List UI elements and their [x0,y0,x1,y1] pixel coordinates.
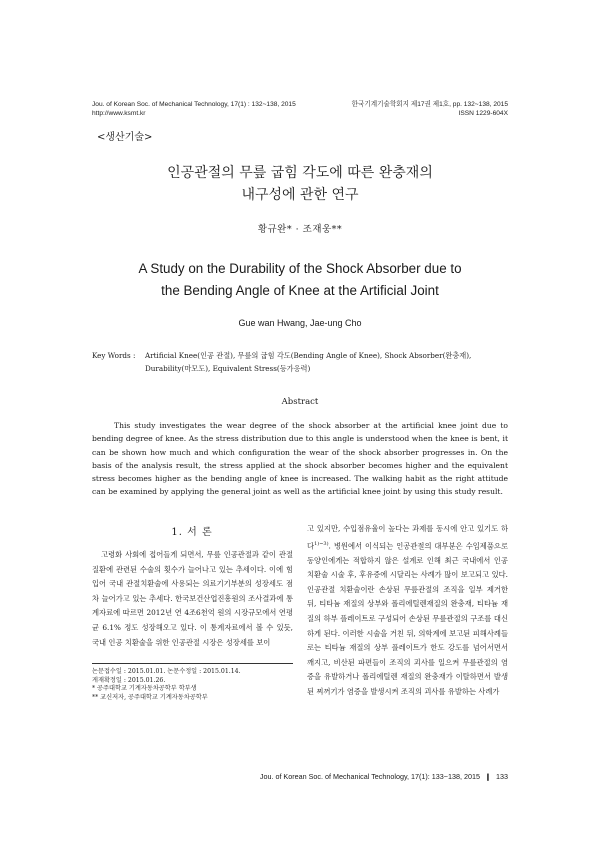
intro-right-text-post: . 병원에서 이식되는 인공관절의 대부분은 수입제품으로 동양인에게는 적합하지 않은 설계로 인해 최근 국내에서 인공 치환술 시술 후, 후유증에 시달리는 사례가 많이 보고되고 있다. 인공관절 치환술이란 손상된 무릎관절의 조직을 일부 제거한 뒤, 티타늄 재질의 상부와 폴리에틸렌재질의 완충재, 티타늄 재질의 하부 플레이트로 구성되어 손상된 무릎관절의 구조를 대신하게 된다. 이러한 시술을 거친 뒤, 의학계에 보고된 피해사례들로는 티타늄 재질의 상부 플레이트가 한도 강도를 넘어서면서 깨지고, 비산된 파편들이 조직의 괴사를 일으켜 무릎관절의 염증을 유발하거나 폴리에틸렌 재질의 완충재가 이탈하면서 발생된 찌꺼기가 염증을 발생시켜 조직의 괴사를 유발하는 사례가 [307,541,508,696]
header-right-line1: 한국기계기술학회지 제17권 제1호, pp. 132~138, 2015 [351,101,508,108]
abstract-title: Abstract [281,397,319,407]
intro-paragraph-right [307,522,508,700]
title-korean-line2: 내구성에 관한 연구 [241,187,359,203]
header-left-line1: Jou. of Korean Soc. of Mechanical Technology, 17(1) : 132~138, 2015 [92,101,296,108]
citation-ref[interactable]: 1)~3) [314,540,329,547]
journal-citation [92,100,296,118]
intro-right-column [307,522,508,700]
title-english-line2: the Bending Angle of Knee at the Artificial Joint [161,283,439,298]
section-heading-introduction: 1. 서 론 [171,527,213,538]
footnote-author1: * 공주대학교 기계자동차공학부 학부생 [92,685,197,693]
title-english-line1: A Study on the Durability of the Shock Absorber due to [138,261,462,276]
journal-citation-ko [352,100,508,118]
authors-korean: 황규완* · 조재웅** [257,224,343,235]
title-korean-line1: 인공관절의 무릎 굽힘 각도에 따른 완충재의 [167,165,433,181]
intro-right-text-pre: 고 있지만, 수입점유율이 높다는 과제를 동시에 안고 있기도 하다 [307,524,508,551]
keywords-line1: Artificial Knee(인공 관절), 무릎의 굽힘 각도(Bending Angle of Knee), Shock Absorber(완충재), [145,351,472,360]
footer-citation: Jou. of Korean Soc. of Mechanical Technology, 17(1): 133~138, 2015 [259,772,480,781]
title-english [0,258,600,302]
footnote-divider [92,663,293,664]
keywords-block [92,349,512,375]
authors-english: Gue wan Hwang, Jae-ung Cho [238,318,362,328]
abstract-text: This study investigates the wear degree of the shock absorber at the artificial knee joint due to bending degree of knee. As the stress distribution due to this angle is understood when the knee is bent, it can be shown how much and which configuration the wear of the shock absorber progresses in. On the basis of the analysis result, the stress applied at the shock absorber becomes higher and the equivalent stress becomes higher as the bending angle of knee is increased. The walking habit as the right attitude can be examined by applying the general joint as well as the artificial knee joint by using this study result. [92,421,508,497]
journal-url[interactable]: http://www.ksmt.kr [92,110,146,117]
keywords-line2: Durability(마모도), Equivalent Stress(등가응력) [145,364,311,373]
intro-left-column [92,548,293,650]
issn: ISSN 1229-604X [458,110,508,117]
footnote-dates: 논문접수일 : 2015.01.01. 논문수정일 : 2015.01.14. [92,668,241,675]
footnote-author2: ** 교신저자, 공주대학교 기계자동차공학부 [92,693,208,701]
page-number: 133 [496,772,508,781]
title-korean [0,162,600,206]
keywords-label: Key Words : [92,351,136,360]
footnotes [92,668,297,702]
section-tag: <생산기술> [97,132,153,143]
page-footer [260,772,508,781]
footnote-accept-date: 게재확정일 : 2015.01.26. [92,676,166,684]
intro-paragraph-left: 고령화 사회에 접어들게 되면서, 무릎 인공관절과 같이 관절질환에 관련된 수술의 횟수가 늘어나고 있는 추세이다. 이에 힘입어 국내 관절치환술에 사용되는 의료기기부분의 성장세도 점차 늘어가고 있는 추세다. 한국보건산업진흥원의 조사결과에 통계자료에 따르면 2012년 연 4조6천억 원의 시장규모에서 연평균 6.1% 정도 성장해오고 있다. 이 통계자료에서 볼 수 있듯, 국내 인공 치환술을 위한 인공관절 시장은 성장세를 보이 [92,550,293,647]
footer-separator: ❙ [484,772,491,781]
